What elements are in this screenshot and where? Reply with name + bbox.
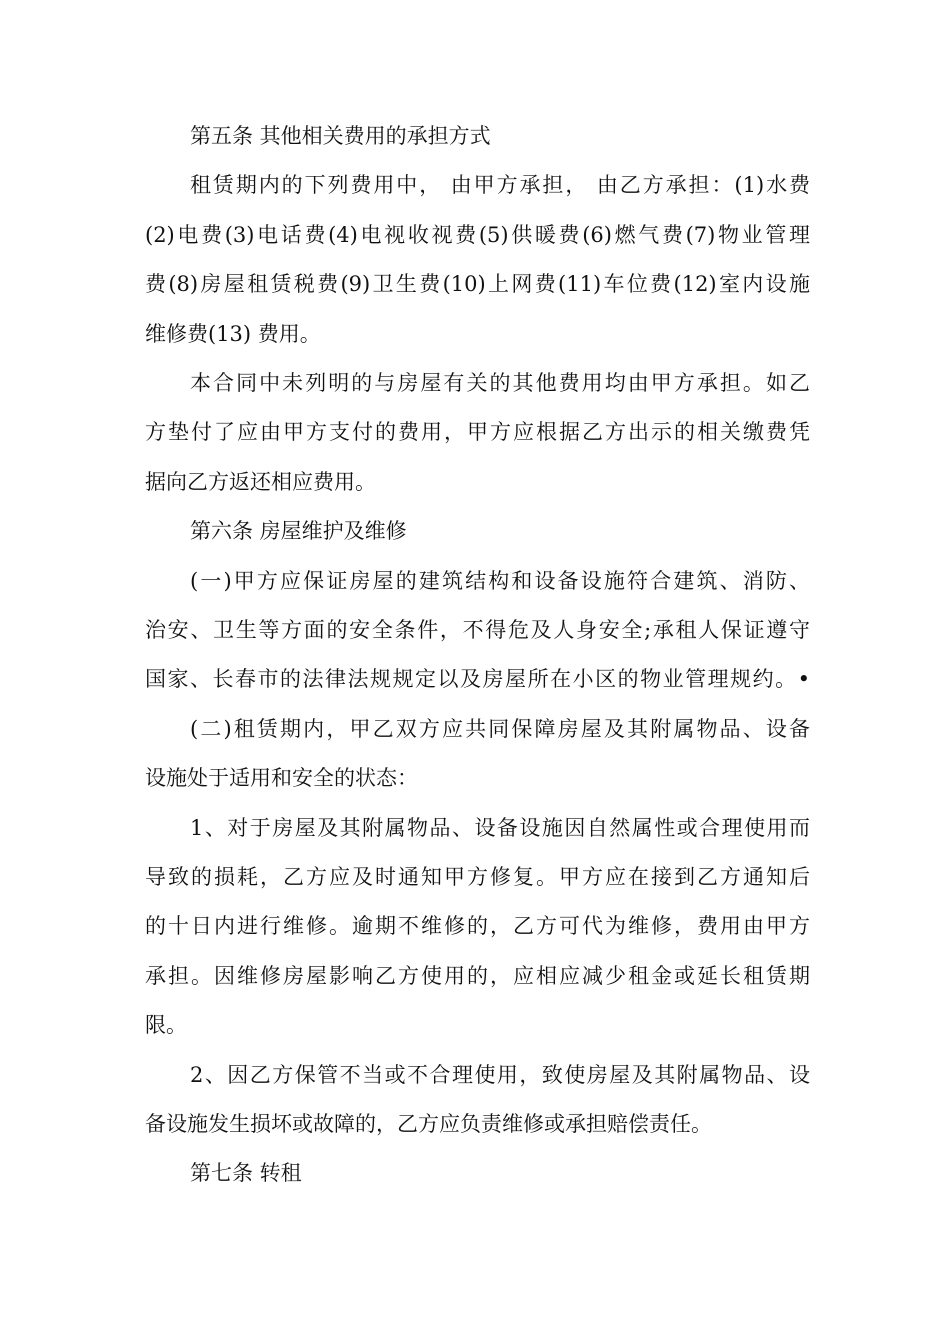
paragraph-line: 治安、卫生等方面的安全条件，不得危及人身安全;承租人保证遵守 bbox=[145, 618, 810, 642]
paragraph-line: 维修费(13) 费用。 bbox=[145, 322, 321, 346]
paragraph-line: 国家、长春市的法律法规规定以及房屋所在小区的物业管理规约。• bbox=[145, 667, 810, 691]
paragraph-line: 设施处于适用和安全的状态： bbox=[145, 766, 418, 790]
paragraph-line: 租赁期内的下列费用中， 由甲方承担， 由乙方承担：(1)水费 bbox=[190, 173, 810, 197]
paragraph-line: (2)电费(3)电话费(4)电视收视费(5)供暖费(6)燃气费(7)物业管理 bbox=[145, 223, 810, 247]
paragraph-line: 承担。因维修房屋影响乙方使用的，应相应减少租金或延长租赁期 bbox=[145, 964, 810, 988]
paragraph-line: (二)租赁期内，甲乙双方应共同保障房屋及其附属物品、设备 bbox=[190, 717, 810, 741]
paragraph-line: 的十日内进行维修。逾期不维修的，乙方可代为维修，费用由甲方 bbox=[145, 914, 810, 938]
paragraph-line: 方垫付了应由甲方支付的费用，甲方应根据乙方出示的相关缴费凭 bbox=[145, 420, 810, 444]
paragraph-line: (一)甲方应保证房屋的建筑结构和设备设施符合建筑、消防、 bbox=[190, 569, 810, 593]
paragraph-line: 费(8)房屋租赁税费(9)卫生费(10)上网费(11)车位费(12)室内设施 bbox=[145, 272, 810, 296]
paragraph-line: 1、对于房屋及其附属物品、设备设施因自然属性或合理使用而 bbox=[190, 816, 810, 840]
heading-article-6: 第六条 房屋维护及维修 bbox=[190, 519, 407, 543]
paragraph-line: 本合同中未列明的与房屋有关的其他费用均由甲方承担。如乙 bbox=[190, 371, 810, 395]
paragraph-line: 导致的损耗，乙方应及时通知甲方修复。甲方应在接到乙方通知后 bbox=[145, 865, 810, 889]
paragraph-line: 2、因乙方保管不当或不合理使用，致使房屋及其附属物品、设 bbox=[190, 1063, 810, 1087]
paragraph-line: 备设施发生损坏或故障的，乙方应负责维修或承担赔偿责任。 bbox=[145, 1112, 712, 1136]
heading-article-7: 第七条 转租 bbox=[190, 1161, 302, 1185]
heading-article-5: 第五条 其他相关费用的承担方式 bbox=[190, 124, 491, 148]
paragraph-line: 据向乙方返还相应费用。 bbox=[145, 470, 376, 494]
paragraph-line: 限。 bbox=[145, 1013, 187, 1037]
